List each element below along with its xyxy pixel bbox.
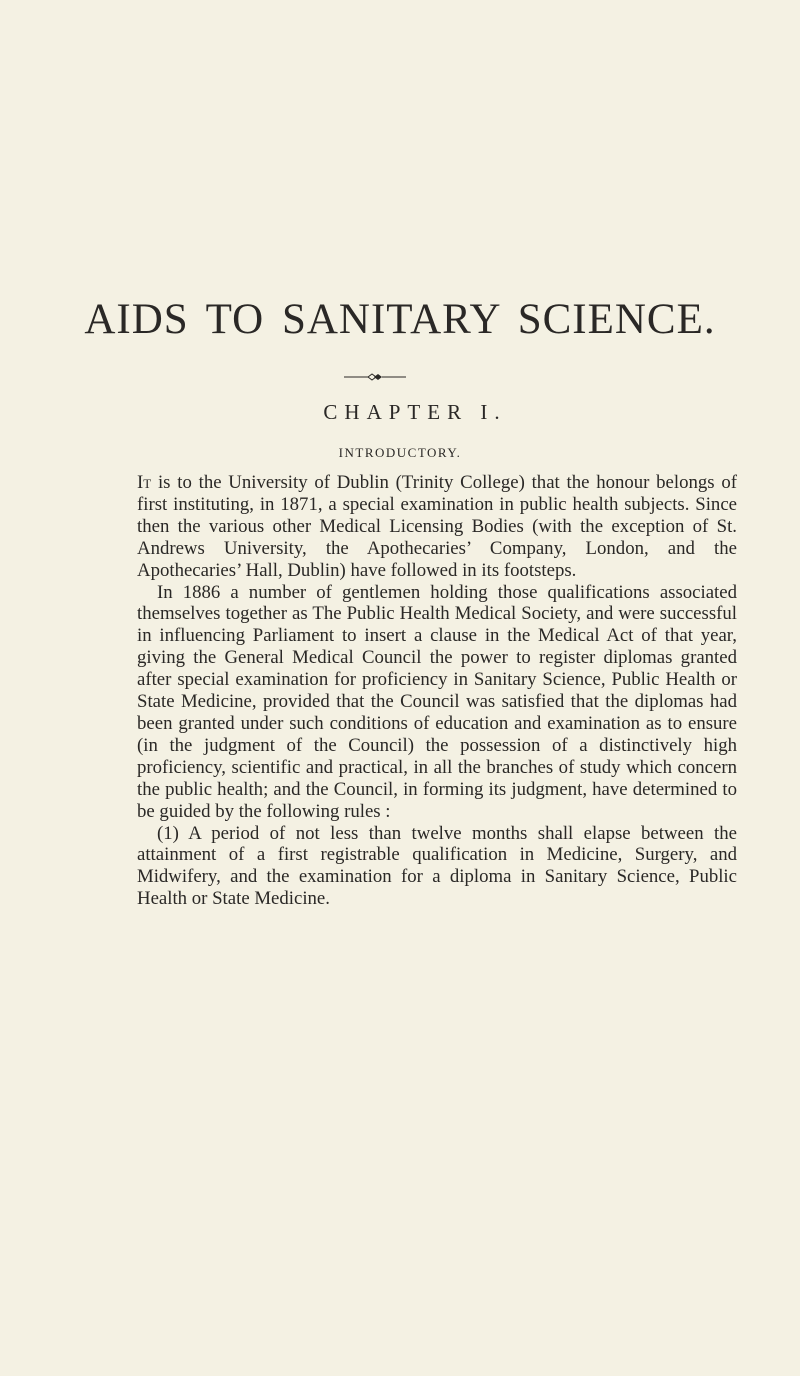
chapter-heading: CHAPTER I. <box>323 400 507 424</box>
paragraph-3: (1) A period of not less than twelve months shall elapse between the attainment of a first registrable qualification in Medicine, Surgery, and Midwifery, and the examination for a diploma in Sanitary Science, Public Health or State Medicine. <box>137 822 737 910</box>
ornament-divider-icon <box>344 372 406 382</box>
paragraph-2: In 1886 a number of gentlemen holding those qualifications associated themselves together as The Public Health Medical Society, and were successful in influencing Parliament to insert a clause in the Medical Act of that year, giving the General Medical Council the power to register diplomas granted after special examination for proficiency in Sanitary Science, Public Health or State Medicine, provided that the Council was satisfied that the diplomas had been granted under such conditions of education and examination as to ensure (in the judgment of the Council) the possession of a distinctively high proficiency, scientific and practical, in all the branches of study which concern the public health; and the Council, in forming its judgment, have determined to be guided by the following rules : <box>137 581 737 822</box>
paragraph-lead-word: It <box>137 472 152 493</box>
body-text <box>137 472 737 910</box>
paragraph-1-text: is to the University of Dublin (Trinity College) that the honour belongs of first instituting, in 1871, a special examination in public health subjects. Since then the various other Medical Licensing Bodies (with the exception of St. Andrews University, the Apothecaries’ Company, London, and the Apothecaries’ Hall, Dublin) have followed in its footsteps. <box>137 472 737 581</box>
book-title: AIDS TO SANITARY SCIENCE. <box>84 296 716 343</box>
paragraph-1 <box>137 472 737 582</box>
chapter-subtitle: INTRODUCTORY. <box>338 445 462 460</box>
